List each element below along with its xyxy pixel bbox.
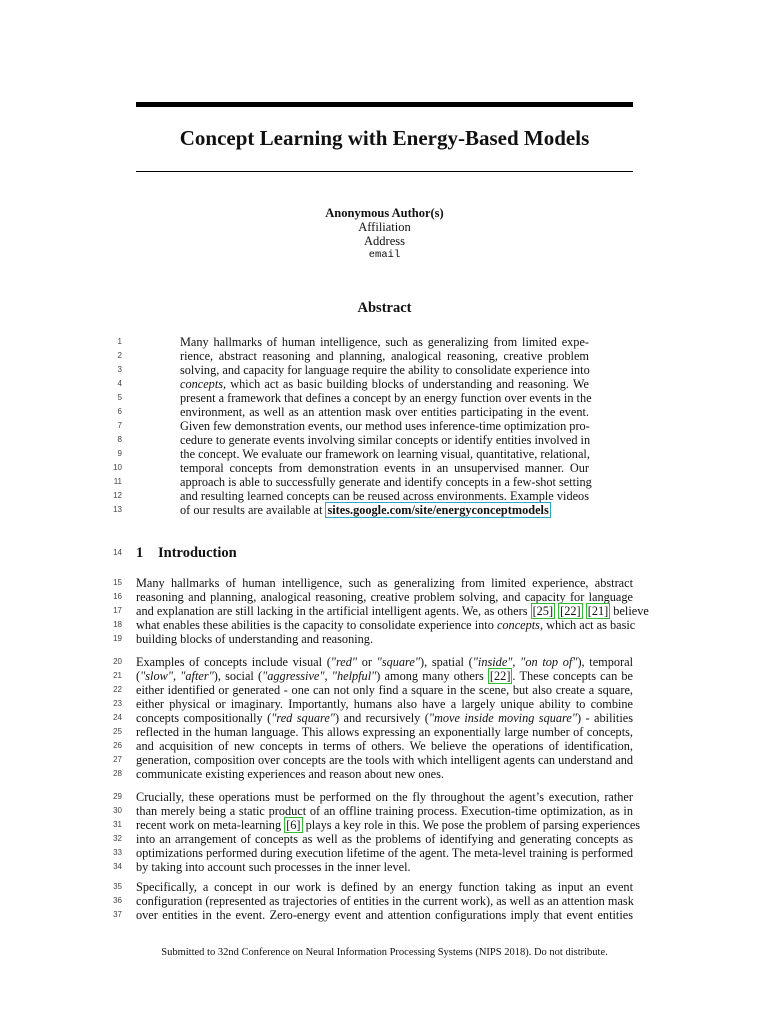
emphasis: "square" [376,655,421,669]
abstract-line-text: of our results are available at [180,503,323,517]
abstract-line: approach is able to successfully generate and identify concepts in a few-shot setting [180,475,592,489]
abstract-line-text: which act as basic building blocks of understanding and reasoning. We [230,377,589,391]
abstract-line: Many hallmarks of human intelligence, such as generalizing from limited expe- [180,335,589,349]
body-text: ) among many others [376,669,488,683]
author-block [136,206,633,262]
body-text: ), social ( [213,669,263,683]
author-email: email [368,249,401,261]
line-number: 12 [113,491,122,500]
emphasis: concepts [496,618,540,632]
body-line [136,669,633,683]
abstract-line: the concept. We evaluate our framework on learning visual, quantitative, relational, [180,447,590,461]
body-text: ) and recursively ( [334,711,429,725]
line-number: 3 [117,365,122,374]
top-rule [136,102,633,107]
section-title: Introduction [158,545,237,561]
line-number: 19 [113,634,122,643]
author-address: Address [364,234,405,248]
line-number: 9 [117,449,122,458]
body-line: than merely being a static product of an offline training process. Execution-time optimization, as in [136,804,633,818]
body-text: Examples of concepts include visual ( [136,655,331,669]
line-number: 2 [117,351,122,360]
line-number: 20 [113,657,122,666]
line-number: 15 [113,578,122,587]
body-text: ), temporal [577,655,633,669]
line-number: 11 [113,477,122,486]
body-line: configuration (represented as trajectories of entities in the current work), as well as an attention mask [136,894,634,908]
emphasis: "inside", "on top of" [472,655,578,669]
body-text: . These concepts can be [512,669,634,683]
line-number: 31 [113,820,122,829]
body-text: recent work on meta-learning [136,818,285,832]
line-number: 23 [113,699,122,708]
body-line [136,618,636,632]
abstract-line: environment, as well as an attention mask over entities participating in the event. [180,405,589,419]
body-text: ( [136,669,141,683]
body-text: what enables these abilities is the capacity to consolidate experience into [136,618,494,632]
line-number: 24 [113,713,122,722]
abstract-heading: Abstract [357,300,412,316]
line-number: 27 [113,755,122,764]
line-number: 18 [113,620,122,629]
abstract-line [180,377,589,391]
emphasis: "move inside moving square" [428,711,577,725]
line-number: 35 [113,882,122,891]
body-line: generation, composition over concepts are the tools with which intelligent agents can understand and [136,753,633,767]
line-number: 16 [113,592,122,601]
line-number: 22 [113,685,122,694]
author-affiliation: Affiliation [358,220,411,234]
body-text: ), spatial ( [420,655,473,669]
title-rule [136,171,633,172]
line-number: 25 [113,727,122,736]
abstract-line: and resulting learned concepts can be reused across environments. Example videos [180,489,589,503]
line-number: 14 [113,548,122,557]
line-number: 29 [113,792,122,801]
abstract-line: present a framework that defines a concept by an energy function over events in the [180,391,592,405]
body-line: reflected in the human language. This allows expressing an exponentially large number of concepts, [136,725,633,739]
abstract-line: Given few demonstration events, our method uses inference-time optimization pro- [180,419,590,433]
body-line: over entities in the event. Zero-energy event and attention configurations imply that event entities [136,908,633,922]
body-text: and explanation are still lacking in the artificial intelligent agents. We, as others [136,604,528,618]
abstract-line: temporal concepts from demonstration events in an unsupervised manner. Our [180,461,589,475]
line-number: 7 [117,421,122,430]
emphasis: "slow", "after" [140,669,214,683]
line-number: 34 [113,862,122,871]
body-line [136,818,641,832]
emphasis: "aggressive", "helpful" [262,669,377,683]
line-number: 13 [113,505,122,514]
line-number: 37 [113,910,122,919]
body-line [136,711,633,725]
citation-link[interactable]: [22] [560,604,581,618]
abstract-line: rience, abstract reasoning and planning, analogical reasoning, creative problem [180,349,589,363]
body-line [136,604,649,618]
line-number: 6 [117,407,122,416]
line-number: 17 [113,606,122,615]
abstract-line [180,503,589,517]
line-number: 1 [117,337,122,346]
line-number: 30 [113,806,122,815]
body-line: reasoning and planning, analogical reasoning, creative problem solving, and capacity for language [136,590,633,604]
citation-link[interactable]: [22] [489,669,511,683]
line-number: 33 [113,848,122,857]
body-line: and acquisition of new concepts in terms of others. We believe the operations of identification, [136,739,633,753]
citation-link[interactable]: [6] [286,818,301,832]
abstract-line: cedure to generate events involving similar concepts or identify entities involved in [180,433,591,447]
body-text: ) - abilities [577,711,633,725]
line-number: 32 [113,834,122,843]
citation-link[interactable]: [21] [587,604,609,618]
body-line: Crucially, these operations must be performed on the fly throughout the agent’s execution, rather [136,790,633,804]
paper-title: Concept Learning with Energy-Based Models [179,126,590,150]
abstract-line: solving, and capacity for language require the ability to consolidate experience into [180,363,590,377]
section-heading [136,544,237,562]
citation-link[interactable]: [25] [532,604,554,618]
section-number: 1 [136,545,144,561]
body-text: believe [613,604,649,618]
body-line: either physical or imaginary. Importantly, humans also have a largely unique ability to combine [136,697,633,711]
line-number: 4 [117,379,122,388]
body-text: concepts compositionally ( [136,711,272,725]
body-line: building blocks of understanding and reasoning. [136,632,374,646]
emphasis: "red" [330,655,358,669]
line-number: 21 [113,671,122,680]
line-number: 8 [117,435,122,444]
emphasis: concepts, [180,377,227,391]
line-number: 36 [113,896,122,905]
body-text: , which act as basic [539,618,636,632]
line-number: 10 [113,463,122,472]
body-line: optimizations performed during execution lifetime of the agent. The meta-level training is performed [136,846,633,860]
emphasis: "red square" [271,711,335,725]
page-footer: Submitted to 32nd Conference on Neural Information Processing Systems (NIPS 2018). Do not distribute. [161,947,608,958]
author-name: Anonymous Author(s) [325,206,444,220]
body-line: by taking into account such processes in the inner level. [136,860,411,874]
line-number: 28 [113,769,122,778]
body-text: or [357,655,377,669]
body-line: either identified or generated - one can not only find a square in the scene, but also create a square, [136,683,633,697]
project-link[interactable]: sites.google.com/site/energyconceptmodels [327,503,549,517]
body-line: into an arrangement of concepts as well as the problems of identifying and generating concepts as [136,832,633,846]
line-number: 5 [117,393,122,402]
body-line: communicate existing experiences and reason about new ones. [136,767,444,781]
line-number: 26 [113,741,122,750]
body-line: Specifically, a concept in our work is defined by an energy function taking as input an event [136,880,633,894]
body-line: Many hallmarks of human intelligence, such as generalizing from limited experience, abstract [136,576,633,590]
body-line [136,655,633,669]
body-text: plays a key role in this. We pose the problem of parsing experiences [302,818,641,832]
